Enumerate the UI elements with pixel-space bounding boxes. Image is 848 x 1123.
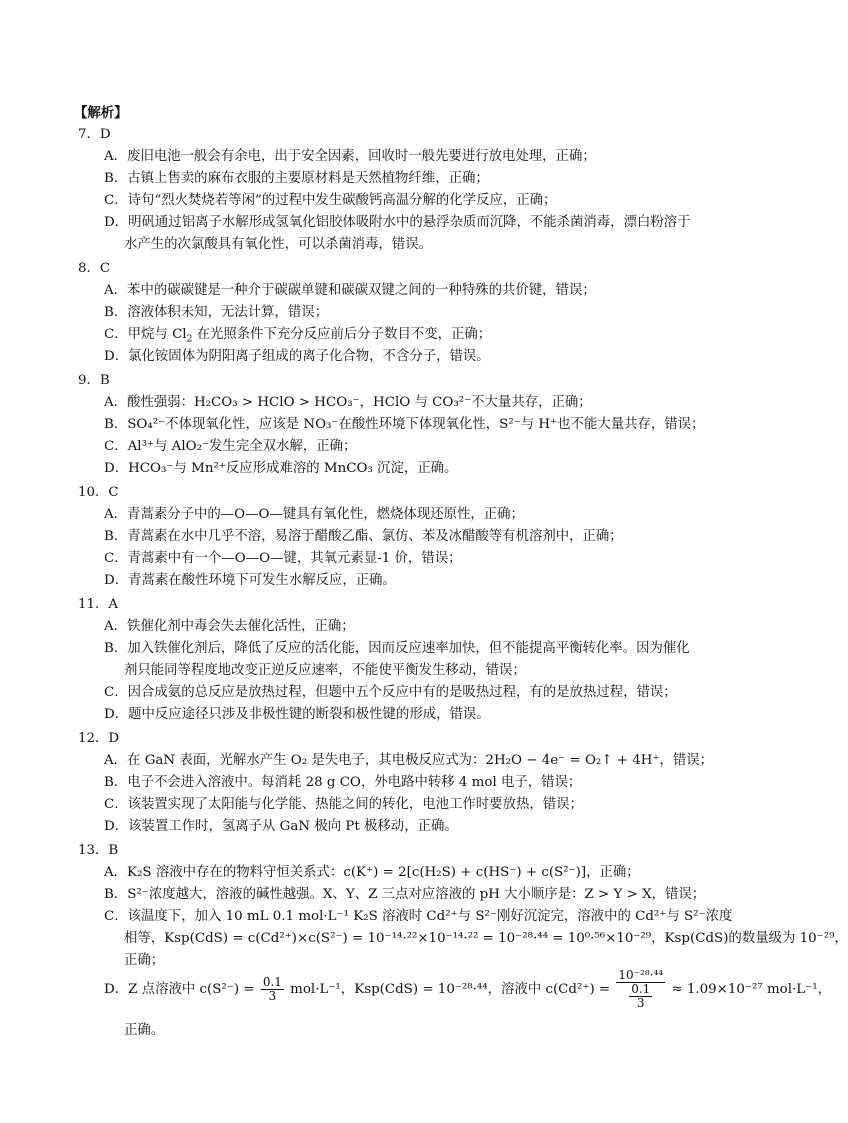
q8-option-c-sub: 2 [186, 334, 193, 345]
q11-answer: 11．A [78, 597, 119, 612]
q12-option-a: A．在 GaN 表面，光解水产生 O₂ 是失电子，其电极反应式为：2H₂O − 4e⁻ = O₂↑ + 4H⁺，错误； [104, 753, 714, 768]
q13-option-c: C．该温度下，加入 10 mL 0.1 mol·L⁻¹ K₂S 溶液时 Cd²⁺与 S²⁻刚好沉淀完，溶液中的 Cd²⁺与 S²⁻浓度 [104, 909, 733, 924]
q13-option-d-cont: 正确。 [124, 1023, 165, 1038]
q11-option-b: B．加入铁催化剂后，降低了反应的活化能，因而反应速率加快，但不能提高平衡转化率。因为催化 [104, 641, 690, 656]
q13-option-d-mid: mol·L⁻¹，Ksp(CdS) = 10⁻²⁸·⁴⁴，溶液中 c(Cd²⁺) = [290, 982, 611, 997]
q7-answer: 7．D [78, 127, 111, 142]
fraction-numerator: 0.1 [262, 975, 282, 989]
q9-option-d: D．HCO₃⁻与 Mn²⁺反应形成难溶的 MnCO₃ 沉淀，正确。 [104, 461, 458, 476]
q7-option-d-cont: 水产生的次氯酸具有氧化性，可以杀菌消毒，错误。 [124, 237, 432, 252]
q9-option-a: A．酸性强弱：H₂CO₃ > HClO > HCO₃⁻，HClO 与 CO₃²⁻不大量共存，正确； [104, 395, 592, 410]
q13-option-c-cont: 相等，Ksp(CdS) = c(Cd²⁺)×c(S²⁻) = 10⁻¹⁴·²²×10⁻¹⁴·²² = 10⁻²⁸·⁴⁴ = 10⁰·⁵⁶×10⁻²⁹，Ksp(CdS)的数量级为 10⁻²⁹， [124, 931, 848, 946]
fraction-denominator: 3 [268, 989, 277, 1003]
q12-option-d: D．该装置工作时，氢离子从 GaN 极向 Pt 极移动，正确。 [104, 819, 458, 834]
nested-fraction-numerator: 0.1 [631, 982, 651, 996]
q8-answer: 8．C [78, 261, 111, 276]
q9-option-c: C．Al³⁺与 AlO₂⁻发生完全双水解，正确； [104, 439, 357, 454]
q10-option-a: A．青蒿素分子中的—O—O—键具有氧化性，燃烧体现还原性，正确； [104, 507, 524, 522]
q13-option-c-cont2: 正确； [124, 953, 165, 968]
q7-option-d: D．明矾通过铝离子水解形成氢氧化铝胶体吸附水中的悬浮杂质而沉降，不能杀菌消毒，漂白粉溶于 [104, 215, 691, 230]
q13-option-d [104, 962, 831, 1018]
q8-option-c-text1: C．甲烷与 Cl [104, 327, 187, 342]
q8-option-a: A．苯中的碳碳键是一种介于碳碳单键和碳碳双键之间的一种特殊的共价键，错误； [104, 283, 596, 298]
q11-option-c: C．因合成氨的总反应是放热过程，但题中五个反应中有的是吸热过程，有的是放热过程，错误； [104, 685, 677, 700]
q9-option-b: B．SO₄²⁻不体现氧化性，应该是 NO₃⁻在酸性环境下体现氧化性，S²⁻与 H⁺也不能大量共存，错误； [104, 417, 705, 432]
nested-fraction-denominator: 3 [636, 996, 645, 1010]
q11-option-d: D．题中反应途径只涉及非极性键的断裂和极性键的形成，错误。 [104, 707, 490, 722]
q7-option-c: C．诗句“烈火焚烧若等闲”的过程中发生碳酸钙高温分解的化学反应，正确； [104, 193, 557, 208]
q12-option-c: C．该装置实现了太阳能与化学能、热能之间的转化，电池工作时要放热，错误； [104, 797, 583, 812]
analysis-header: 【解析】 [74, 105, 128, 121]
q12-answer: 12．D [78, 731, 120, 746]
q8-option-c [104, 326, 491, 344]
q10-option-b: B．青蒿素在水中几乎不溶，易溶于醋酸乙酯、氯仿、苯及冰醋酸等有机溶剂中，正确； [104, 529, 623, 544]
q10-option-c: C．青蒿素中有一个—O—O—键，其氧元素显-1 价，错误； [104, 551, 462, 566]
q9-answer: 9．B [78, 373, 110, 388]
q13-option-a: A．K₂S 溶液中存在的物料守恒关系式：c(K⁺) = 2[c(H₂S) + c(HS⁻) + c(S²⁻)]，正确； [104, 865, 640, 880]
q8-option-c-text2: 在光照条件下充分反应前后分子数目不变，正确； [192, 327, 492, 342]
q7-option-a: A．废旧电池一般会有余电，出于安全因素，回收时一般先要进行放电处理，正确； [104, 149, 596, 164]
q10-answer: 10．C [78, 485, 119, 500]
q13-option-b: B．S²⁻浓度越大，溶液的碱性越强。X、Y、Z 三点对应溶液的 pH 大小顺序是：Z > Y > X，错误； [104, 887, 706, 902]
q8-option-d: D．氯化铵固体为阴阳离子组成的离子化合物，不含分子，错误。 [104, 349, 490, 364]
fraction-cd-concentration [616, 969, 665, 1010]
q13-option-d-pre: D．Z 点溶液中 c(S²⁻) = [104, 982, 255, 997]
q12-option-b: B．电子不会进入溶液中。每消耗 28 g CO，外电路中转移 4 mol 电子，错误； [104, 775, 582, 790]
q11-option-a: A．铁催化剂中毒会失去催化活性，正确； [104, 619, 355, 634]
q11-option-b-cont: 剂只能同等程度地改变正逆反应速率，不能使平衡发生移动，错误； [124, 663, 526, 678]
fraction-concentration [261, 976, 284, 1003]
q7-option-b: B．古镇上售卖的麻布衣服的主要原材料是天然植物纤维，正确； [104, 171, 489, 186]
q10-option-d: D．青蒿素在酸性环境下可发生水解反应，正确。 [104, 573, 396, 588]
q8-option-b: B．溶液体积未知，无法计算，错误； [104, 305, 329, 320]
q13-option-d-post: ≈ 1.09×10⁻²⁷ mol·L⁻¹， [671, 982, 831, 997]
fraction-numerator: 10⁻²⁸·⁴⁴ [618, 968, 664, 982]
q13-answer: 13．B [78, 843, 119, 858]
nested-fraction [629, 983, 652, 1010]
fraction-denominator [616, 983, 665, 1010]
